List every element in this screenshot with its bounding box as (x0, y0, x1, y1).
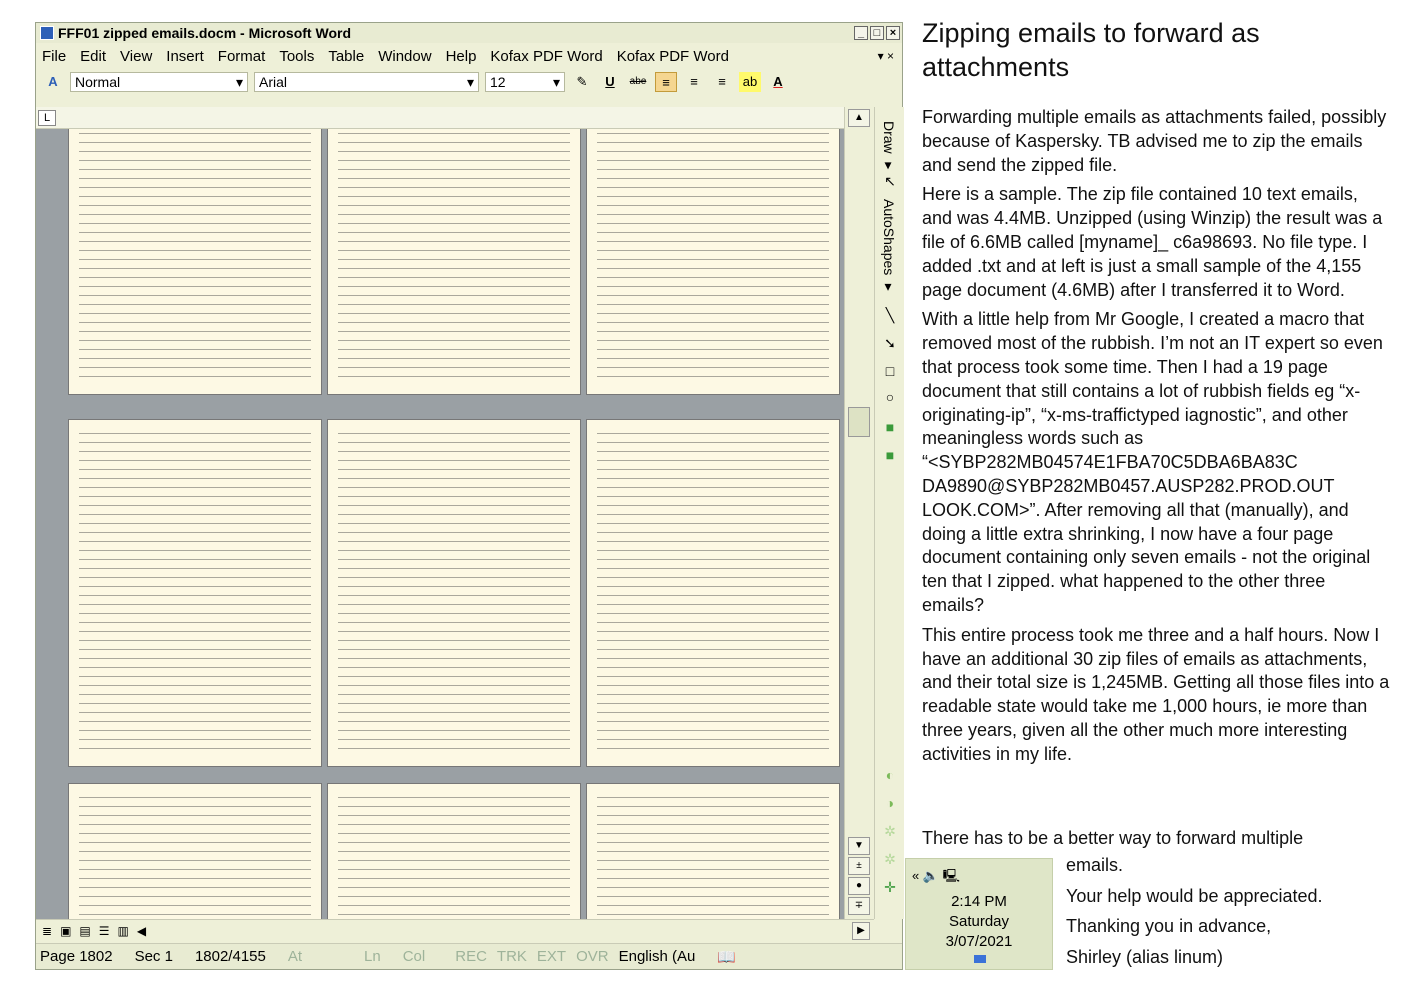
article-heading: Zipping emails to forward as attachments (922, 18, 1260, 82)
tab-selector[interactable]: L (38, 110, 56, 126)
document-page (68, 129, 322, 395)
shadow-icon[interactable]: ✲ (884, 823, 896, 839)
underline-icon[interactable]: U (605, 74, 615, 89)
strikethrough-icon[interactable]: abe (629, 76, 647, 87)
rectangle-icon[interactable]: □ (885, 363, 895, 379)
status-at: At (287, 948, 303, 965)
drawing-toolbar (874, 107, 904, 919)
line-color-icon[interactable]: ◑ (885, 795, 895, 811)
align-left-icon[interactable]: ≡ (655, 72, 677, 92)
status-bar (36, 943, 902, 969)
font-color-icon[interactable]: A (773, 74, 783, 89)
status-language[interactable]: English (Au (618, 948, 696, 965)
document-page (327, 419, 581, 767)
font-value: Arial (259, 74, 288, 90)
document-page (68, 783, 322, 919)
fill-color-icon[interactable]: ◐ (885, 767, 895, 783)
style-dropdown[interactable] (70, 72, 248, 92)
menu-tools[interactable]: Tools (279, 47, 315, 65)
chevron-down-icon: ▾ (235, 73, 243, 90)
word-window (35, 22, 903, 970)
scroll-down-arrow-icon[interactable]: ▼ (848, 837, 870, 855)
clock-date: 3/07/2021 (945, 933, 1013, 950)
word-app-icon[interactable] (40, 26, 54, 40)
vertical-scrollbar[interactable] (844, 107, 874, 919)
status-ext[interactable]: EXT (536, 948, 567, 965)
line-icon[interactable]: ╲ (885, 307, 895, 323)
print-view-icon[interactable]: ▤ (79, 923, 91, 938)
menu-help[interactable]: Help (445, 47, 477, 65)
status-position: 1802/4155 (194, 948, 266, 965)
ruler (36, 107, 902, 129)
restore-button[interactable]: □ (870, 26, 884, 40)
menu-format[interactable]: Format (217, 47, 266, 65)
status-section: Sec 1 (134, 948, 173, 965)
insert-object-icon[interactable]: ✛ (884, 879, 896, 895)
draw-menu[interactable]: Draw ▾ (881, 121, 897, 174)
minimize-button[interactable]: _ (854, 26, 868, 40)
document-page (68, 419, 322, 767)
menu-view[interactable]: View (120, 47, 153, 65)
menu-window[interactable]: Window (378, 47, 432, 65)
formatting-toolbar (36, 69, 902, 95)
select-pointer-icon[interactable]: ↖ (884, 173, 896, 189)
title-bar (36, 23, 902, 43)
scroll-up-arrow-icon[interactable]: ▲ (848, 109, 870, 127)
paragraph-4: This entire process took me three and a half hours. Now I have an additional 30 zip files of emails as attachments, and their total size is 1,245MB. Getting all those files into a readable state would take me 1,000 hours, ie more than three years, given all the other much more interesting activities in my life. (922, 624, 1390, 764)
menu-file[interactable]: File (42, 47, 67, 65)
paragraph-5-line-2: emails. (1066, 855, 1124, 875)
spelling-status-icon[interactable]: 📖 (717, 948, 737, 966)
next-page-icon[interactable]: ∓ (848, 897, 870, 915)
highlight-icon[interactable]: ab (739, 72, 761, 92)
font-dropdown[interactable] (254, 72, 479, 92)
arrow-icon[interactable]: ➘ (884, 335, 896, 351)
browse-object-icon[interactable]: ● (848, 877, 870, 895)
menu-table[interactable]: Table (328, 47, 365, 65)
status-page: Page 1802 (40, 948, 113, 965)
outline-view-icon[interactable]: ☰ (98, 923, 110, 938)
status-col: Col (402, 948, 426, 965)
document-area[interactable] (36, 129, 844, 919)
article (922, 16, 1392, 773)
font-size-value: 12 (490, 74, 506, 90)
thanks-line: Thanking you in advance, (1066, 916, 1272, 936)
tray-icons[interactable]: « 🔈 🖳 (912, 868, 960, 883)
document-page (327, 129, 581, 395)
format-painter-icon[interactable]: ✎ (576, 74, 588, 89)
language-indicator-icon[interactable] (974, 955, 986, 963)
doc-close-icon[interactable]: ▾ × (877, 49, 894, 63)
textbox-icon[interactable]: ■ (885, 419, 895, 435)
paragraph-3: With a little help from Mr Google, I created a macro that removed most of the rubbish. I’m not an IT expert so even that process took some time. Then I had a 19 page document that still contains a lot of rubbish fields eg “x-originating-ip”, “x-ms-traffictyped iagnostic”, and other meaningless words such as “<SYBP282MB04574E1FBA70C5DBA6BA83C DA9890@SYBP282MB0457.AUSP282.PROD.OUT LOOK.COM>”. After removing all that (manually), and doing a little extra shrinking, I now have a four page document containing only seven emails - not the original ten that I zipped. what happened to the other three emails? (922, 309, 1383, 615)
web-view-icon[interactable]: ▣ (60, 923, 72, 938)
effects-icon[interactable]: ✲ (884, 851, 896, 867)
paragraph-2: Here is a sample. The zip file contained 10 text emails, and was 4.4MB. Unzipped (using Winzip) the result was a file of 6.6MB called [myname]_ c6a98693. No file type. I added .txt and at left is just a small sample of the 4,155 page document (4.6MB) after I transferred it to Word. (922, 184, 1383, 300)
taskbar-clock[interactable] (905, 858, 1053, 970)
document-page (586, 783, 840, 919)
oval-icon[interactable]: ○ (885, 389, 895, 405)
window-title: FFF01 zipped emails.docm - Microsoft Word (58, 25, 351, 41)
menu-kofax-2[interactable]: Kofax PDF Word (616, 47, 729, 65)
signoff (1066, 850, 1323, 972)
document-page (327, 783, 581, 919)
align-center-icon[interactable]: ≡ (690, 74, 698, 89)
autoshapes-menu[interactable]: AutoShapes ▾ (881, 199, 897, 296)
3d-icon[interactable]: ■ (885, 447, 895, 463)
align-right-icon[interactable]: ≡ (718, 74, 726, 89)
horizontal-scrollbar[interactable] (36, 919, 874, 941)
paragraph-5-line-1: There has to be a better way to forward multiple (922, 828, 1304, 848)
reading-view-icon[interactable]: ▥ (117, 923, 129, 938)
status-ovr[interactable]: OVR (576, 948, 609, 965)
clock-time: 2:14 PM (951, 893, 1007, 910)
status-rec[interactable]: REC (455, 948, 487, 965)
clock-day: Saturday (948, 913, 1010, 930)
document-page (586, 129, 840, 395)
menu-kofax-1[interactable]: Kofax PDF Word (490, 47, 603, 65)
styles-pane-icon[interactable]: A (48, 74, 58, 89)
paragraph-1: Forwarding multiple emails as attachments failed, possibly because of Kaspersky. TB advised me to zip the emails and send the zipped file. (922, 107, 1387, 175)
chevron-down-icon: ▾ (552, 73, 560, 90)
status-line: Ln (364, 948, 381, 965)
scroll-right-arrow-icon[interactable]: ▶ (852, 922, 870, 940)
normal-view-icon[interactable]: ≣ (42, 923, 53, 938)
scroll-thumb[interactable] (848, 407, 870, 437)
help-line: Your help would be appreciated. (1066, 885, 1323, 906)
menu-insert[interactable]: Insert (166, 47, 204, 65)
menu-bar (36, 43, 902, 69)
menu-edit[interactable]: Edit (80, 47, 107, 65)
previous-page-icon[interactable]: ± (848, 857, 870, 875)
style-value: Normal (75, 74, 121, 90)
signature: Shirley (alias linum) (1066, 946, 1224, 967)
status-trk[interactable]: TRK (496, 948, 527, 965)
font-size-dropdown[interactable] (485, 72, 565, 92)
document-page (586, 419, 840, 767)
chevron-down-icon: ▾ (466, 73, 474, 90)
scroll-left-arrow-icon[interactable]: ◀ (136, 923, 147, 938)
close-button[interactable]: × (886, 26, 900, 40)
